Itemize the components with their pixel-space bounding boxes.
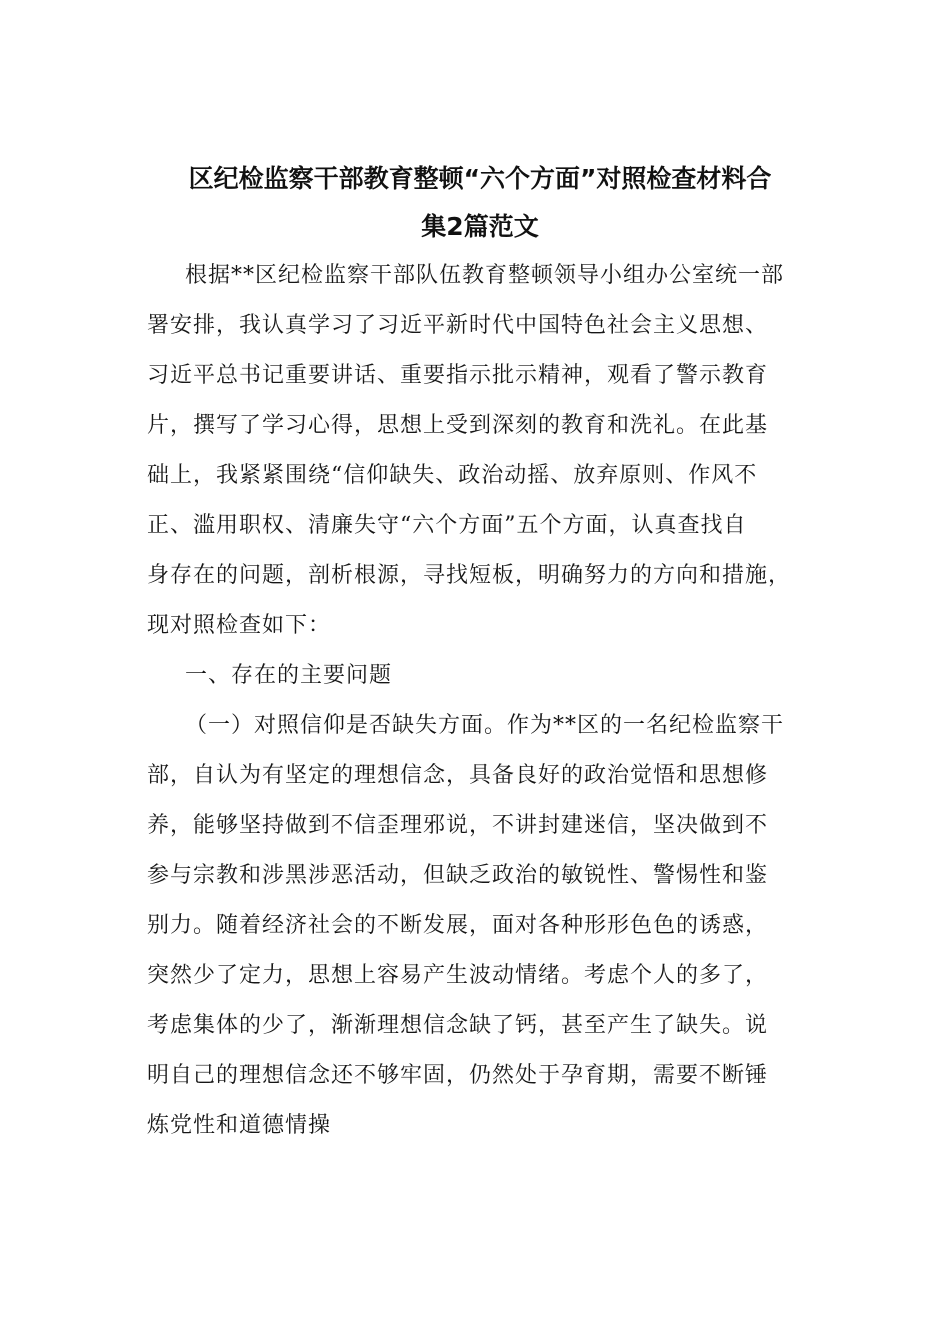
paragraph-line: 养，能够坚持做到不信歪理邪说，不讲封建迷信，坚决做到不 xyxy=(147,813,769,838)
paragraph-line: 正、滥用职权、清廉失守“六个方面”五个方面，认真查找自 xyxy=(147,513,747,538)
paragraph-line: 根据**区纪检监察干部队伍教育整顿领导小组办公室统一部 xyxy=(185,263,785,288)
paragraph-line: 参与宗教和涉黑涉恶活动，但缺乏政治的敏锐性、警惕性和鉴 xyxy=(147,863,769,888)
document-title-line-1: 区纪检监察干部教育整顿“六个方面”对照检查材料合 xyxy=(188,164,772,193)
paragraph-line: 炼党性和道德情操 xyxy=(147,1113,332,1138)
paragraph-line: 现对照检查如下： xyxy=(147,613,332,638)
section-heading: 一、存在的主要问题 xyxy=(185,663,393,688)
paragraph-line: 片，撰写了学习心得，思想上受到深刻的教育和洗礼。在此基 xyxy=(147,413,769,438)
paragraph-line: 考虑集体的少了，渐渐理想信念缺了钙，甚至产生了缺失。说 xyxy=(147,1013,769,1038)
paragraph-line: （一）对照信仰是否缺失方面。作为**区的一名纪检监察干 xyxy=(185,713,785,738)
paragraph-line: 础上，我紧紧围绕“信仰缺失、政治动摇、放弃原则、作风不 xyxy=(147,463,758,488)
paragraph-line: 署安排，我认真学习了习近平新时代中国特色社会主义思想、 xyxy=(147,313,769,338)
paragraph-line: 部，自认为有坚定的理想信念，具备良好的政治觉悟和思想修 xyxy=(147,763,769,788)
paragraph-line: 别力。随着经济社会的不断发展，面对各种形形色色的诱惑， xyxy=(147,913,769,938)
paragraph-line: 突然少了定力，思想上容易产生波动情绪。考虑个人的多了， xyxy=(147,963,769,988)
paragraph-line: 习近平总书记重要讲话、重要指示批示精神，观看了警示教育 xyxy=(147,363,769,388)
paragraph-line: 身存在的问题，剖析根源，寻找短板，明确努力的方向和措施， xyxy=(147,563,792,588)
paragraph-line: 明自己的理想信念还不够牢固，仍然处于孕育期，需要不断锤 xyxy=(147,1063,769,1088)
document-title-line-2: 集2篇范文 xyxy=(421,212,539,241)
